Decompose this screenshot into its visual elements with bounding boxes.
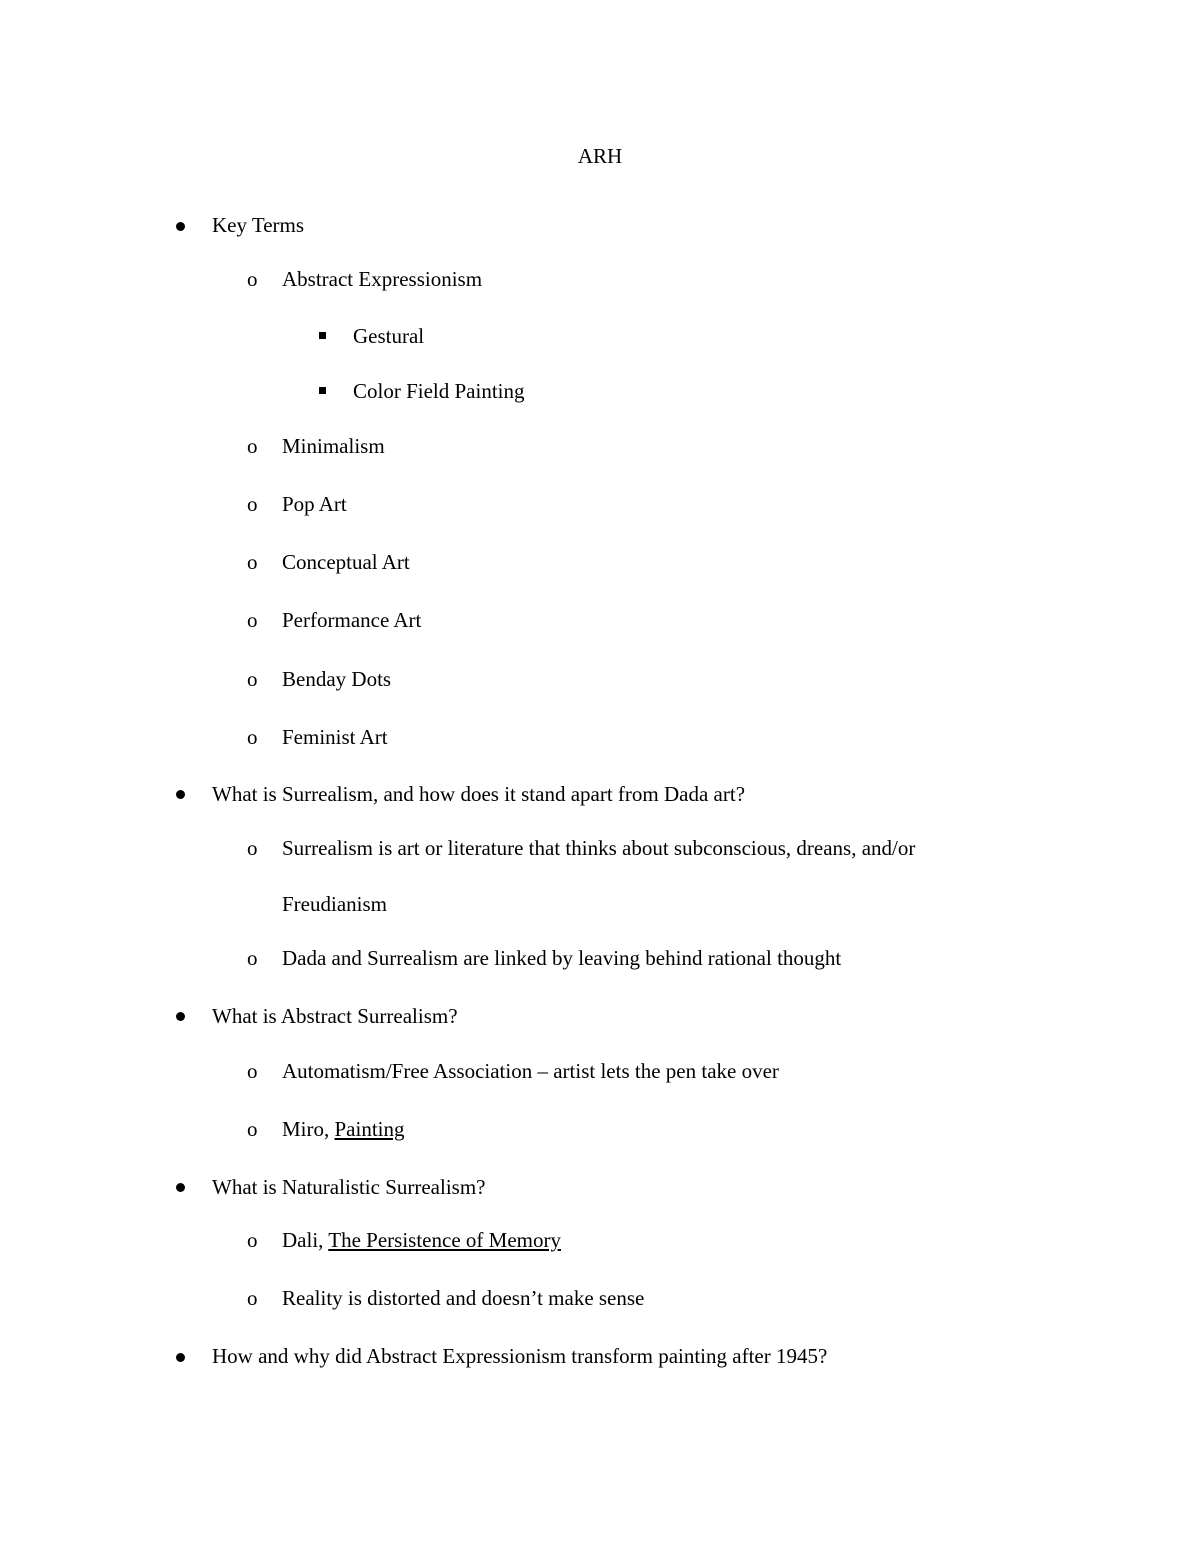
term-performance-art: Performance Art: [282, 608, 422, 632]
question-naturalistic-surrealism: What is Naturalistic Surrealism?: [212, 1175, 486, 1199]
bullet-disc: [176, 222, 185, 231]
bullet-circle: o: [247, 667, 258, 691]
term-gestural: Gestural: [353, 324, 425, 348]
bullet-square: [319, 332, 326, 339]
term-feminist-art: Feminist Art: [282, 725, 388, 749]
answer-surrealism-definition: Surrealism is art or literature that thinks about subconscious, dreans, and/or: [282, 836, 916, 860]
bullet-circle: o: [247, 725, 258, 749]
bullet-circle: o: [247, 550, 258, 574]
artist-name: Miro,: [282, 1117, 335, 1141]
artist-name: Dali,: [282, 1228, 329, 1252]
term-color-field-painting: Color Field Painting: [353, 379, 525, 403]
bullet-circle: o: [247, 492, 258, 516]
answer-miro: [282, 1115, 405, 1143]
bullet-disc: [176, 790, 185, 799]
term-conceptual-art: Conceptual Art: [282, 550, 410, 574]
bullet-disc: [176, 1183, 185, 1192]
bullet-square: [319, 387, 326, 394]
bullet-circle: o: [247, 946, 258, 970]
bullet-circle: o: [247, 1286, 258, 1310]
term-abstract-expressionism: Abstract Expressionism: [282, 267, 483, 291]
bullet-circle: o: [247, 1228, 258, 1252]
term-pop-art: Pop Art: [282, 492, 347, 516]
bullet-circle: o: [247, 267, 258, 291]
artwork-title: The Persistence of Memory: [328, 1228, 561, 1252]
document-title: ARH: [577, 144, 623, 168]
bullet-disc: [176, 1353, 185, 1362]
bullet-circle: o: [247, 608, 258, 632]
question-surrealism-vs-dada: What is Surrealism, and how does it stand apart from Dada art?: [212, 782, 746, 806]
bullet-circle: o: [247, 1117, 258, 1141]
key-terms-heading: Key Terms: [212, 213, 305, 237]
bullet-disc: [176, 1012, 185, 1021]
bullet-circle: o: [247, 836, 258, 860]
answer-dada-link: Dada and Surrealism are linked by leaving behind rational thought: [282, 946, 842, 970]
answer-surrealism-definition-cont: Freudianism: [282, 892, 387, 916]
question-abstract-surrealism: What is Abstract Surrealism?: [212, 1004, 458, 1028]
answer-automatism: Automatism/Free Association – artist lets the pen take over: [282, 1059, 779, 1083]
bullet-circle: o: [247, 1059, 258, 1083]
artwork-title: Painting: [334, 1117, 405, 1141]
question-abstract-expressionism-1945: How and why did Abstract Expressionism transform painting after 1945?: [212, 1344, 828, 1368]
term-minimalism: Minimalism: [282, 434, 385, 458]
answer-reality-distorted: Reality is distorted and doesn’t make sense: [282, 1286, 645, 1310]
answer-dali: [282, 1226, 561, 1254]
term-benday-dots: Benday Dots: [282, 667, 392, 691]
bullet-circle: o: [247, 434, 258, 458]
